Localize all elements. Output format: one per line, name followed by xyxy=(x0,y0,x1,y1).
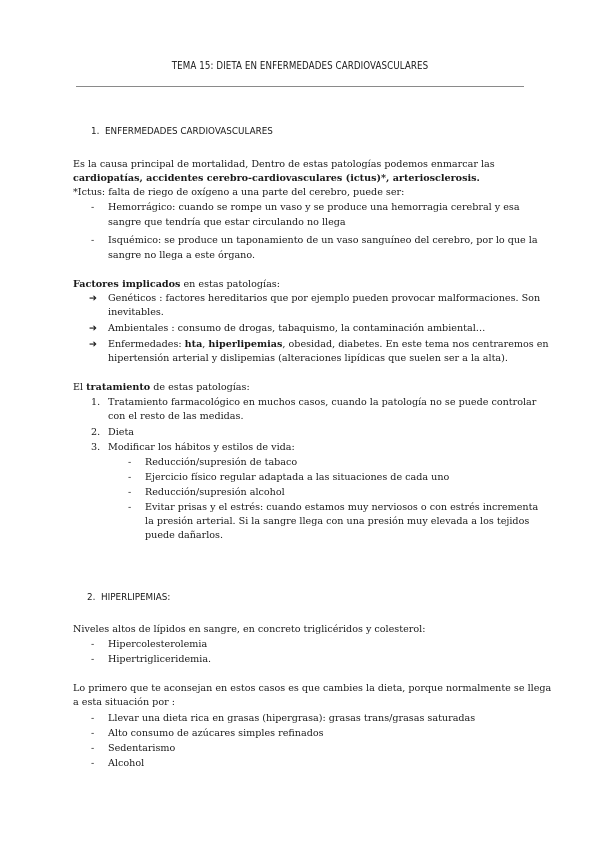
ictus-type-2-line2: sangre no llega a este órgano. xyxy=(108,250,256,261)
section2-heading: HIPERLIPEMIAS: xyxy=(101,592,171,603)
factor-3-line2: hipertensión arterial y dislipemias (alteraciones lipídicas que suelen ser a la alta). xyxy=(108,353,508,364)
section1-intro-line1: Es la causa principal de mortalidad, Dentro de estas patologías podemos enmarcar las xyxy=(73,159,495,170)
page-title: TEMA 15: DIETA EN ENFERMEDADES CARDIOVASCULARES xyxy=(171,60,429,72)
treatment-a: El xyxy=(73,382,87,393)
treatment-1-line1: Tratamiento farmacológico en muchos casos, cuando la patología no se puede controlar xyxy=(108,397,537,408)
ictus-type-2-line1: Isquémico: se produce un taponamiento de un vaso sanguíneo del cerebro, por lo que la xyxy=(108,235,538,246)
habit-bullet-4: - xyxy=(128,502,132,513)
factors-bold: Factores implicados xyxy=(73,279,181,290)
habit-4-line1: Evitar prisas y el estrés: cuando estamos muy nerviosos o con estrés incrementa xyxy=(145,502,539,513)
advice-line2: a esta situación por : xyxy=(73,697,175,708)
treatment-number-2: 2. xyxy=(91,427,101,438)
factor-arrow-2: ➔ xyxy=(89,323,98,334)
type-1: Hipercolesterolemia xyxy=(108,639,208,650)
factor-3-d: , obesidad, diabetes. En este tema nos centraremos en xyxy=(282,339,549,350)
habit-bullet-1: - xyxy=(128,457,132,468)
factor-2-line1: Ambientales : consumo de drogas, tabaquismo, la contaminación ambiental… xyxy=(108,323,486,334)
habit-4-line2: la presión arterial. Si la sangre llega con una presión muy elevada a los tejidos xyxy=(145,516,530,527)
treatment-b: de estas patologías: xyxy=(150,382,250,393)
section2-number: 2. xyxy=(87,592,96,603)
cause-1: Llevar una dieta rica en grasas (hipergrasa): grasas trans/grasas saturadas xyxy=(108,713,476,724)
cause-4: Alcohol xyxy=(108,758,145,769)
section1-heading: ENFERMEDADES CARDIOVASCULARES xyxy=(105,126,273,137)
factor-arrow-3: ➔ xyxy=(89,339,98,350)
section1-intro-bold: cardiopatías, accidentes cerebro-cardiovasculares (ictus)*, arteriosclerosis. xyxy=(73,173,480,184)
treatment-number-1: 1. xyxy=(91,397,101,408)
title-divider xyxy=(76,86,524,87)
treatment-3-line1: Modificar los hábitos y estilos de vida: xyxy=(108,442,295,453)
ictus-type-1-line1: Hemorrágico: cuando se rompe un vaso y se produce una hemorragia cerebral y esa xyxy=(108,202,520,213)
factor-3-a: Enfermedades: xyxy=(108,339,185,350)
factor-1-line1: Genéticos : factores hereditarios que por ejemplo pueden provocar malformaciones. Son xyxy=(108,293,541,304)
cause-3: Sedentarismo xyxy=(108,743,176,754)
treatment-1-line2: con el resto de las medidas. xyxy=(108,411,244,422)
cause-bullet-2: - xyxy=(91,728,95,739)
factor-3-hta: hta xyxy=(184,339,203,350)
ictus-type-1-line2: sangre que tendría que estar circulando no llega xyxy=(108,217,346,228)
treatment-2-line1: Dieta xyxy=(108,427,135,438)
section2-intro: Niveles altos de lípidos en sangre, en concreto triglicéridos y colesterol: xyxy=(73,624,426,635)
treatment-number-3: 3. xyxy=(91,442,101,453)
ictus-bullet-2: - xyxy=(91,235,95,246)
type-bullet-2: - xyxy=(91,654,95,665)
factors-rest: en estas patologías: xyxy=(180,279,280,290)
habit-bullet-2: - xyxy=(128,472,132,483)
type-2: Hipertrigliceridemia. xyxy=(108,654,212,665)
cause-2: Alto consumo de azúcares simples refinados xyxy=(108,728,324,739)
treatment-intro xyxy=(73,381,250,395)
factor-3-hiperlipemias: hiperlipemias xyxy=(208,339,283,350)
treatment-bold: tratamiento xyxy=(86,382,151,393)
factor-3-line1 xyxy=(108,338,549,352)
habit-3: Reducción/supresión alcohol xyxy=(145,487,285,498)
factor-arrow-1: ➔ xyxy=(89,293,98,304)
cause-bullet-3: - xyxy=(91,743,95,754)
section1-number: 1. xyxy=(91,126,100,137)
cause-bullet-4: - xyxy=(91,758,95,769)
factor-1-line2: inevitables. xyxy=(108,307,164,318)
cause-bullet-1: - xyxy=(91,713,95,724)
habit-4-line3: puede dañarlos. xyxy=(145,530,224,541)
habit-2: Ejercicio físico regular adaptada a las situaciones de cada uno xyxy=(145,472,450,483)
ictus-note: *Ictus: falta de riego de oxígeno a una parte del cerebro, puede ser: xyxy=(73,187,405,198)
advice-line1: Lo primero que te aconsejan en estos casos es que cambies la dieta, porque normalmente se llega xyxy=(73,683,552,694)
factors-intro xyxy=(73,278,280,292)
type-bullet-1: - xyxy=(91,639,95,650)
habit-1: Reducción/supresión de tabaco xyxy=(145,457,298,468)
factor-3-comma: , xyxy=(202,339,209,350)
ictus-bullet-1: - xyxy=(91,202,95,213)
habit-bullet-3: - xyxy=(128,487,132,498)
